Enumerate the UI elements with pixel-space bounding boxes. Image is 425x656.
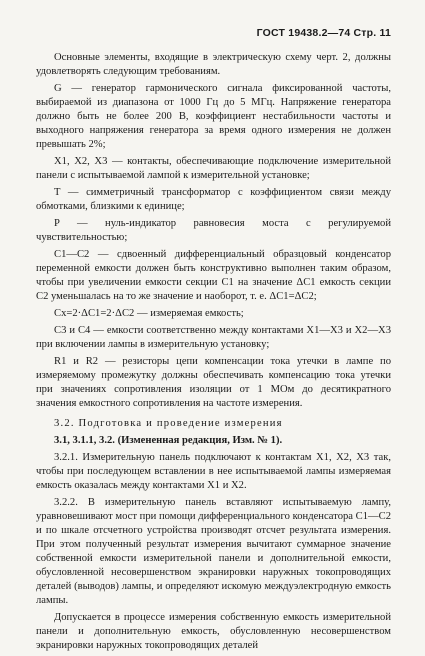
paragraph-resistors: R1 и R2 — резисторы цепи компенсации тока утечки в лампе по измеряемому промежутку должны обеспечивать компенсацию тока утечки при значениях сопротивления изоляции от 1 МОм до десятикратного значения емкостного сопротивления на частоте измерения. — [36, 356, 391, 409]
paragraph-3-2-1: 3.2.1. Измерительную панель подключают к контактам X1, X2, X3 так, чтобы при последующем вставлении в нее испытываемой лампы измеряемая емкость оказалась между контактами X1 и X2. — [36, 452, 391, 491]
paragraph-capacitor: C1—C2 — сдвоенный дифференциальный образцовый конденсатор переменной емкости должен быть конструктивно выполнен таким образом, чтобы при увеличении емкости секции C1 на значение ΔC1 емкость секции C2 уменьшалась на то же значение и наоборот, т. е. ΔC1=ΔC2; — [36, 249, 391, 302]
section-heading: 3.2. Подготовка и проведение измерения — [54, 418, 283, 429]
amendment-note: 3.1, 3.1.1, 3.2. (Измененная редакция, Изм. № 1). — [54, 435, 283, 446]
paragraph-transformer: T — симметричный трансформатор с коэффициентом связи между обмотками, близкими к единице; — [36, 187, 391, 212]
paragraph-3-2-2: 3.2.2. В измерительную панель вставляют испытываемую лампу, уравновешивают мост при помощи дифференциального конденсатора C1—C2 и по шкале отсчетного устройства производят отсчет результата измерения. При этом полученный результат измерения вычитают суммарное значение собственной емкости измерительной панели и дополнительной емкости, обусловленной несовершенством экранировки наружных токопроводящих деталей (выводов) лампы, и определяют искомую междуэлектродную емкость лампы. — [36, 497, 391, 606]
paragraph-intro: Основные элементы, входящие в электрическую схему черт. 2, должны удовлетворять следующим требованиям. — [36, 52, 391, 77]
paragraph-null-indicator: P — нуль-индикатор равновесия моста с регулируемой чувствительностью; — [36, 218, 391, 243]
paragraph-measured-capacitance: Cx=2·ΔC1=2·ΔC2 — измеряемая емкость; — [54, 308, 244, 319]
document-body — [36, 51, 391, 656]
paragraph-permitted: Допускается в процессе измерения собственную емкость измерительной панели и дополнительную емкость, обусловленную несовершенством экранировки наружных токопроводящих деталей — [36, 612, 391, 651]
paragraph-contacts: X1, X2, X3 — контакты, обеспечивающие подключение измерительной панели с испытываемой лампой к измерительной установке; — [36, 156, 391, 181]
paragraph-c3-c4: C3 и C4 — емкости соответственно между контактами X1—X3 и X2—X3 при включении лампы в измерительную установку; — [36, 325, 391, 350]
paragraph-generator: G — генератор гармонического сигнала фиксированной частоты, выбираемой из диапазона от 1000 Гц до 5 МГц. Напряжение генератора должно быть не более 200 В, коэффициент нестабильности частоты и выходного напряжения генератора за время одного измерения не должен превышать 2%; — [36, 83, 391, 150]
page-header: ГОСТ 19438.2—74 Стр. 11 — [256, 27, 391, 39]
